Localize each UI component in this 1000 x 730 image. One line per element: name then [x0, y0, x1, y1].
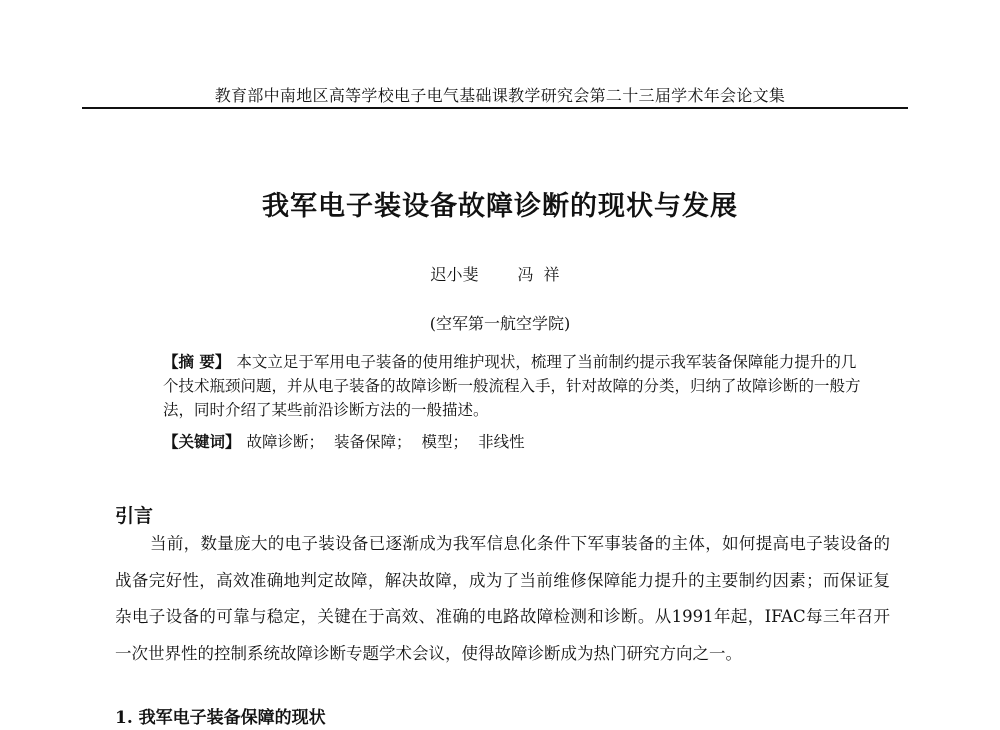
- section-heading-intro: 引言: [115, 505, 154, 527]
- running-header: 教育部中南地区高等学校电子电气基础课教学研究会第二十三届学术年会论文集: [214, 86, 786, 105]
- section-heading-1: 1. 我军电子装备保障的现状: [115, 708, 326, 728]
- header-rule: [82, 107, 908, 109]
- keyword: 装备保障；: [334, 433, 412, 451]
- abstract-text: 本文立足于军用电子装备的使用维护现状，梳理了当前制约提示我军装备保障能力提升的几个技术瓶颈问题，并从电子装备的故障诊断一般流程入手，针对故障的分类，归纳了故障诊断的一般方法，同时介绍了某些前沿诊断方法的一般描述。: [163, 353, 861, 419]
- keyword: 故障诊断；: [246, 433, 325, 451]
- abstract: [163, 350, 863, 422]
- author-name: 冯祥: [517, 265, 570, 284]
- intro-paragraph: 当前，数量庞大的电子装设备已逐渐成为我军信息化条件下军事装备的主体，如何提高电子装设备的战备完好性，高效准确地判定故障，解决故障，成为了当前维修保障能力提升的主要制约因素；而保证复杂电子设备的可靠与稳定，关键在于高效、准确的电路故障检测和诊断。从1991年起，IFAC每三年召开一次世界性的控制系统故障诊断专题学术会议，使得故障诊断成为热门研究方向之一。: [115, 534, 890, 663]
- keyword: 模型；: [421, 433, 469, 451]
- affiliation: (空军第一航空学院): [429, 314, 571, 333]
- author-list: [0, 262, 1000, 285]
- keywords-label: 【关键词】: [163, 432, 241, 451]
- keyword: 非线性: [478, 433, 525, 451]
- keywords: [163, 430, 863, 452]
- abstract-label: 【摘 要】: [163, 352, 231, 371]
- paper-title: 我军电子装设备故障诊断的现状与发展: [262, 191, 738, 222]
- author-name: 迟小斐: [430, 265, 479, 284]
